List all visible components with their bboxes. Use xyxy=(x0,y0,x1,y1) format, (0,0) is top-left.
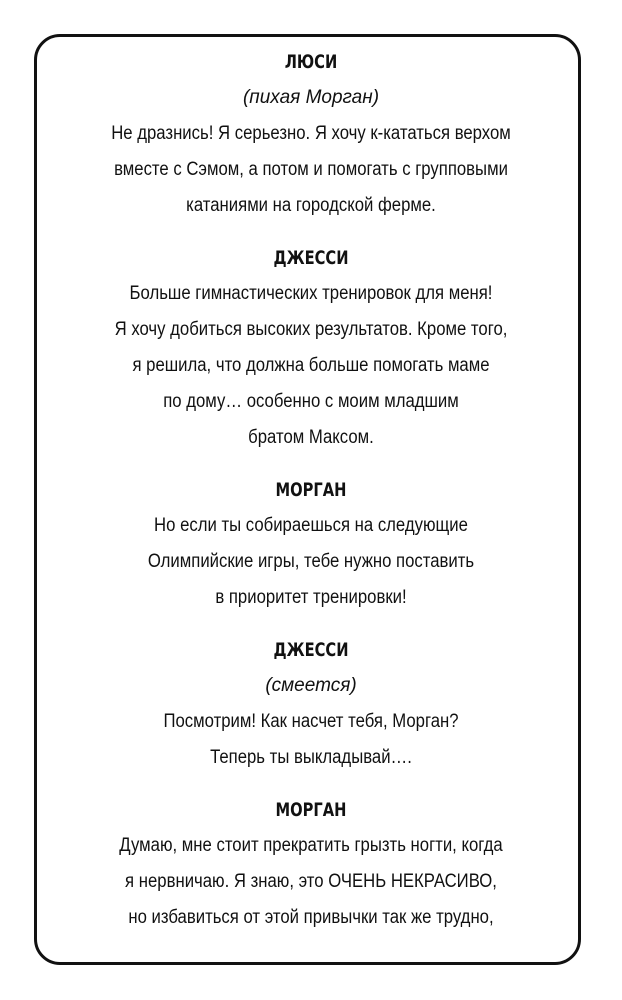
dialogue-line: Теперь ты выкладывай…. xyxy=(210,747,412,768)
dialogue-line: Олимпийские игры, тебе нужно поставить xyxy=(147,551,475,572)
dialogue-line: Я хочу добиться высоких результатов. Кроме того, xyxy=(114,319,508,340)
script-text xyxy=(36,44,586,936)
dialogue-line: по дому… особенно с моим младшим xyxy=(163,391,459,412)
stage-direction: (пихая Морган) xyxy=(242,87,380,108)
dialogue-line: Посмотрим! Как насчет тебя, Морган? xyxy=(163,711,459,732)
dialogue-block-lucy xyxy=(36,44,586,224)
dialogue-block-jessie-2 xyxy=(36,632,586,776)
dialogue-line: Но если ты собираешься на следующие xyxy=(154,515,468,536)
dialogue-block-jessie xyxy=(36,240,586,456)
dialogue-line: я нервничаю. Я знаю, это ОЧЕНЬ НЕКРАСИВО, xyxy=(125,871,497,892)
dialogue-line: Больше гимнастических тренировок для меня! xyxy=(129,283,493,304)
dialogue-line: катаниями на городской ферме. xyxy=(186,195,436,216)
dialogue-line: в приоритет тренировки! xyxy=(215,587,407,608)
dialogue-block-morgan xyxy=(36,472,586,616)
speaker-name: МОРГАН xyxy=(275,479,347,501)
dialogue-line: Думаю, мне стоит прекратить грызть ногти, когда xyxy=(119,835,503,856)
speaker-name: ЛЮСИ xyxy=(284,51,338,73)
speaker-name: ДЖЕССИ xyxy=(273,247,349,269)
dialogue-line: Не дразнись! Я серьезно. Я хочу к-кататься верхом xyxy=(111,123,511,144)
dialogue-line: но избавиться от этой привычки так же трудно, xyxy=(128,907,494,928)
speaker-name: ДЖЕССИ xyxy=(273,639,349,661)
dialogue-line: братом Максом. xyxy=(248,427,374,448)
stage-direction: (смеется) xyxy=(265,675,357,696)
dialogue-line: вместе с Сэмом, а потом и помогать с групповыми xyxy=(114,159,508,180)
dialogue-block-morgan-2 xyxy=(36,792,586,936)
dialogue-line: я решила, что должна больше помогать маме xyxy=(132,355,490,376)
speaker-name: МОРГАН xyxy=(275,799,347,821)
